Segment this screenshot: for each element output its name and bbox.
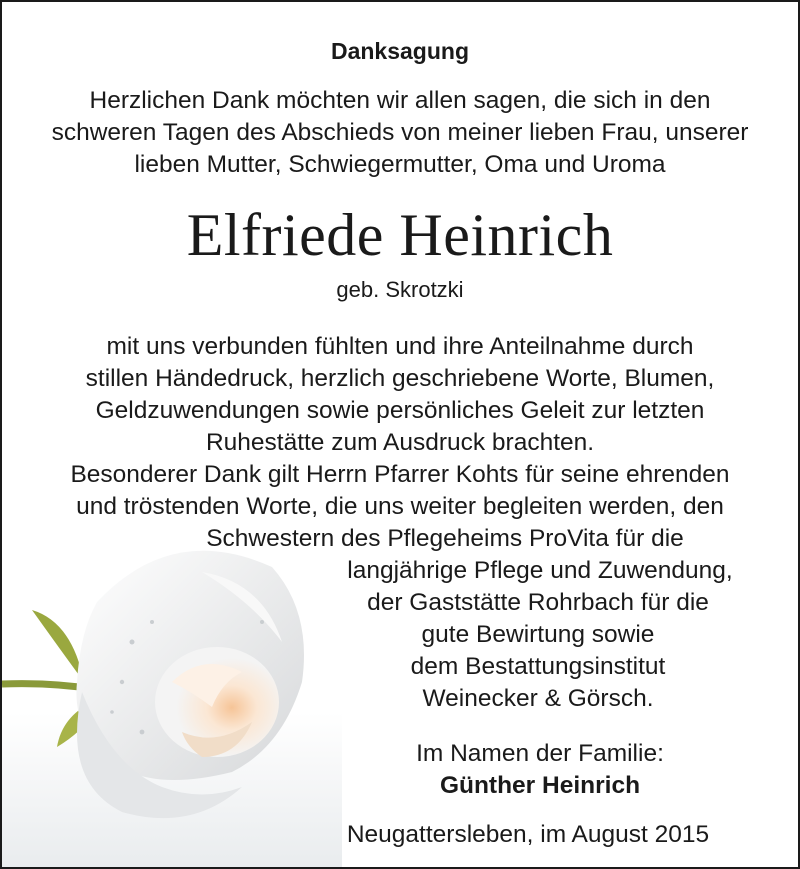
body-line: der Gaststätte Rohrbach für die	[367, 589, 709, 616]
body-line: mit uns verbunden fühlten und ihre Anteilnahme durch	[106, 333, 694, 360]
body-line: Geldzuwendungen sowie persönliches Geleit zur letzten	[95, 397, 705, 424]
body-line: gute Bewirtung sowie	[421, 621, 655, 648]
notice-title: Danksagung	[330, 38, 470, 64]
body-line: stillen Händedruck, herzlich geschriebene Worte, Blumen,	[85, 365, 715, 392]
on-behalf-line: Im Namen der Familie:	[416, 740, 664, 767]
intro-line: schweren Tagen des Abschieds von meiner lieben Frau, unserer	[51, 119, 749, 146]
birth-name: geb. Skrotzki	[336, 277, 464, 302]
body-line: Besonderer Dank gilt Herrn Pfarrer Kohts für seine ehrenden	[70, 461, 730, 488]
body-line: Weinecker & Görsch.	[422, 685, 654, 712]
place-date: Neugattersleben, im August 2015	[346, 821, 710, 848]
body-line: dem Bestattungsinstitut	[410, 653, 666, 680]
intro-line: lieben Mutter, Schwiegermutter, Oma und Uroma	[134, 151, 666, 178]
deceased-name: Elfriede Heinrich	[186, 202, 614, 268]
body-line: Schwestern des Pflegeheims ProVita für die	[206, 525, 684, 552]
intro-line: Herzlichen Dank möchten wir allen sagen, die sich in den	[89, 87, 711, 114]
body-line: und tröstenden Worte, die uns weiter begleiten werden, den	[76, 493, 724, 520]
signer-name: Günther Heinrich	[439, 772, 641, 799]
body-line: langjährige Pflege und Zuwendung,	[347, 557, 733, 584]
body-line: Ruhestätte zum Ausdruck brachten.	[205, 429, 595, 456]
